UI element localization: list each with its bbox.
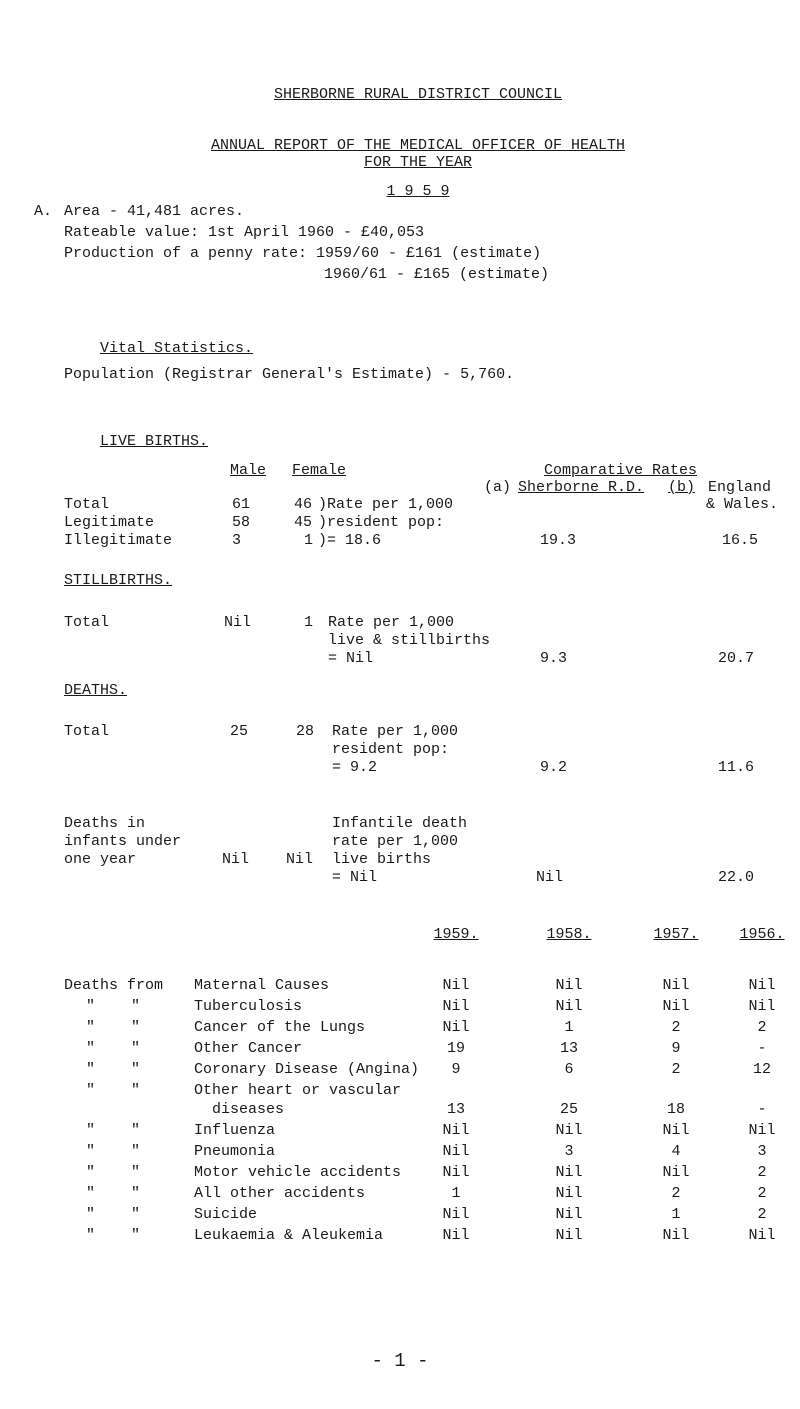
infant-deaths-label-2: infants under xyxy=(64,833,182,850)
cause-value: Nil xyxy=(555,1227,583,1244)
cause-value: 2 xyxy=(757,1019,767,1036)
cause-value: Nil xyxy=(662,998,690,1015)
cause-value: Nil xyxy=(555,977,583,994)
year-header xyxy=(636,925,716,944)
year-header-label: 1958. xyxy=(546,926,592,943)
cause-value: Nil xyxy=(662,1164,690,1181)
deaths-note-1: Rate per 1,000 xyxy=(332,723,459,740)
year-header-label: 1959. xyxy=(433,926,479,943)
live-births-total-male: 61 xyxy=(232,496,251,513)
penny-rate-line-2: 1960/61 - £165 (estimate) xyxy=(324,266,550,283)
cause-prefix: " " xyxy=(86,1040,141,1057)
col-b: (b) xyxy=(668,479,696,496)
cause-value: Nil xyxy=(555,1122,583,1139)
report-subtitle: FOR THE YEAR xyxy=(363,154,473,171)
cause-value: Nil xyxy=(442,1019,470,1036)
cause-value: 18 xyxy=(666,1101,685,1118)
infant-deaths-note-3: live births xyxy=(332,851,432,868)
year-header-label: 1956. xyxy=(739,926,785,943)
cause-prefix: Deaths from xyxy=(64,977,164,994)
comparative-rates-heading: Comparative Rates xyxy=(544,462,698,479)
deaths-total-label: Total xyxy=(64,723,110,740)
live-births-legit-female: 45 xyxy=(294,514,313,531)
cause-value: Nil xyxy=(555,1206,583,1223)
cause-value: Nil xyxy=(662,1122,690,1139)
infant-deaths-note-2: rate per 1,000 xyxy=(332,833,459,850)
cause-prefix: " " xyxy=(86,1019,141,1036)
cause-label: All other accidents xyxy=(194,1185,366,1202)
cause-label: Maternal Causes xyxy=(194,977,330,994)
year-header xyxy=(416,925,496,944)
cause-prefix: " " xyxy=(86,1082,141,1099)
cause-value: 9 xyxy=(671,1040,681,1057)
stillbirths-sherborne-rate: 9.3 xyxy=(540,650,568,667)
cause-value: Nil xyxy=(442,1227,470,1244)
cause-label: Leukaemia & Aleukemia xyxy=(194,1227,384,1244)
cause-value: Nil xyxy=(748,1122,776,1139)
cause-value: Nil xyxy=(555,1164,583,1181)
live-births-illegit-label: Illegitimate xyxy=(64,532,173,549)
col-male: Male xyxy=(230,462,267,479)
infant-deaths-note-4: = Nil xyxy=(332,869,378,886)
cause-label: Other heart or vascular xyxy=(194,1082,402,1099)
cause-value: Nil xyxy=(442,998,470,1015)
cause-value: 9 xyxy=(451,1061,461,1078)
cause-prefix: " " xyxy=(86,1061,141,1078)
cause-value: 13 xyxy=(559,1040,578,1057)
live-births-rate-note-3: )= 18.6 xyxy=(318,532,382,549)
cause-value: 12 xyxy=(752,1061,771,1078)
cause-value: 2 xyxy=(671,1185,681,1202)
section-marker: A. xyxy=(34,203,53,220)
rateable-value-line: Rateable value: 1st April 1960 - £40,053 xyxy=(64,224,425,241)
year-header xyxy=(529,925,609,944)
live-births-rate-note-2: )resident pop: xyxy=(318,514,445,531)
cause-value: Nil xyxy=(442,977,470,994)
stillbirths-note-2: live & stillbirths xyxy=(328,632,491,649)
stillbirths-female: 1 xyxy=(304,614,314,631)
live-births-total-label: Total xyxy=(64,496,110,513)
col-sherborne: Sherborne R.D. xyxy=(518,479,645,496)
cause-value: Nil xyxy=(748,998,776,1015)
cause-prefix: " " xyxy=(86,1227,141,1244)
deaths-note-2: resident pop: xyxy=(332,741,450,758)
cause-value: Nil xyxy=(442,1206,470,1223)
deaths-note-3: = 9.2 xyxy=(332,759,378,776)
cause-value: 2 xyxy=(671,1019,681,1036)
cause-prefix: " " xyxy=(86,1185,141,1202)
deaths-heading: DEATHS. xyxy=(64,682,128,699)
col-england-2: & Wales. xyxy=(706,496,779,513)
cause-value: 6 xyxy=(564,1061,574,1078)
deaths-male: 25 xyxy=(230,723,249,740)
cause-prefix: " " xyxy=(86,1122,141,1139)
cause-value: 3 xyxy=(564,1143,574,1160)
cause-prefix: " " xyxy=(86,998,141,1015)
col-england: England xyxy=(708,479,772,496)
cause-label-continued: diseases xyxy=(212,1101,285,1118)
live-births-legit-label: Legitimate xyxy=(64,514,155,531)
infant-deaths-male: Nil xyxy=(222,851,250,868)
cause-value: Nil xyxy=(748,1227,776,1244)
year-header-label: 1957. xyxy=(653,926,699,943)
infant-deaths-note-1: Infantile death xyxy=(332,815,468,832)
infant-deaths-female: Nil xyxy=(286,851,314,868)
col-female: Female xyxy=(292,462,347,479)
vital-statistics-heading: Vital Statistics. xyxy=(100,340,254,357)
cause-label: Influenza xyxy=(194,1122,276,1139)
live-births-illegit-male: 3 xyxy=(232,532,242,549)
cause-prefix: " " xyxy=(86,1164,141,1181)
live-births-heading: LIVE BIRTHS. xyxy=(100,433,209,450)
stillbirths-heading: STILLBIRTHS. xyxy=(64,572,173,589)
cause-value: 2 xyxy=(757,1164,767,1181)
cause-value: 3 xyxy=(757,1143,767,1160)
cause-value: 1 xyxy=(671,1206,681,1223)
cause-label: Motor vehicle accidents xyxy=(194,1164,402,1181)
infant-deaths-england-rate: 22.0 xyxy=(718,869,755,886)
cause-value: Nil xyxy=(555,998,583,1015)
cause-value: 2 xyxy=(757,1206,767,1223)
cause-value: 13 xyxy=(446,1101,465,1118)
cause-value: - xyxy=(757,1101,767,1118)
report-title: ANNUAL REPORT OF THE MEDICAL OFFICER OF HEALTH xyxy=(210,137,626,154)
cause-value: Nil xyxy=(555,1185,583,1202)
year-header xyxy=(722,925,800,944)
cause-label: Other Cancer xyxy=(194,1040,303,1057)
cause-label: Pneumonia xyxy=(194,1143,276,1160)
cause-value: 4 xyxy=(671,1143,681,1160)
col-a: (a) xyxy=(484,479,512,496)
cause-value: 19 xyxy=(446,1040,465,1057)
stillbirths-total-label: Total xyxy=(64,614,110,631)
cause-label: Suicide xyxy=(194,1206,258,1223)
cause-value: 2 xyxy=(757,1185,767,1202)
cause-label: Cancer of the Lungs xyxy=(194,1019,366,1036)
cause-value: 1 xyxy=(451,1185,461,1202)
deaths-england-rate: 11.6 xyxy=(718,759,755,776)
live-births-legit-male: 58 xyxy=(232,514,251,531)
page-number: - 1 - xyxy=(371,1350,429,1372)
infant-deaths-sherborne-rate: Nil xyxy=(536,869,564,886)
cause-value: Nil xyxy=(442,1164,470,1181)
infant-deaths-label-1: Deaths in xyxy=(64,815,146,832)
cause-value: 2 xyxy=(671,1061,681,1078)
stillbirths-male: Nil xyxy=(224,614,252,631)
council-title: SHERBORNE RURAL DISTRICT COUNCIL xyxy=(273,86,563,103)
stillbirths-note-3: = Nil xyxy=(328,650,374,667)
population-line: Population (Registrar General's Estimate) - 5,760. xyxy=(64,366,515,383)
cause-value: Nil xyxy=(662,977,690,994)
report-year: 1 9 5 9 xyxy=(386,183,450,200)
infant-deaths-label-3: one year xyxy=(64,851,137,868)
live-births-rate-note-1: )Rate per 1,000 xyxy=(318,496,454,513)
penny-rate-line-1: Production of a penny rate: 1959/60 - £161 (estimate) xyxy=(64,245,542,262)
deaths-sherborne-rate: 9.2 xyxy=(540,759,568,776)
cause-prefix: " " xyxy=(86,1206,141,1223)
cause-label: Coronary Disease (Angina) xyxy=(194,1061,420,1078)
stillbirths-note-1: Rate per 1,000 xyxy=(328,614,455,631)
live-births-total-female: 46 xyxy=(294,496,313,513)
live-births-sherborne-rate: 19.3 xyxy=(540,532,577,549)
live-births-england-rate: 16.5 xyxy=(722,532,759,549)
live-births-illegit-female: 1 xyxy=(304,532,314,549)
cause-prefix: " " xyxy=(86,1143,141,1160)
cause-value: - xyxy=(757,1040,767,1057)
stillbirths-england-rate: 20.7 xyxy=(718,650,755,667)
cause-value: 25 xyxy=(559,1101,578,1118)
cause-value: Nil xyxy=(442,1122,470,1139)
cause-value: Nil xyxy=(442,1143,470,1160)
cause-label: Tuberculosis xyxy=(194,998,303,1015)
cause-value: 1 xyxy=(564,1019,574,1036)
area-line: Area - 41,481 acres. xyxy=(64,203,245,220)
cause-value: Nil xyxy=(662,1227,690,1244)
cause-value: Nil xyxy=(748,977,776,994)
deaths-female: 28 xyxy=(296,723,315,740)
